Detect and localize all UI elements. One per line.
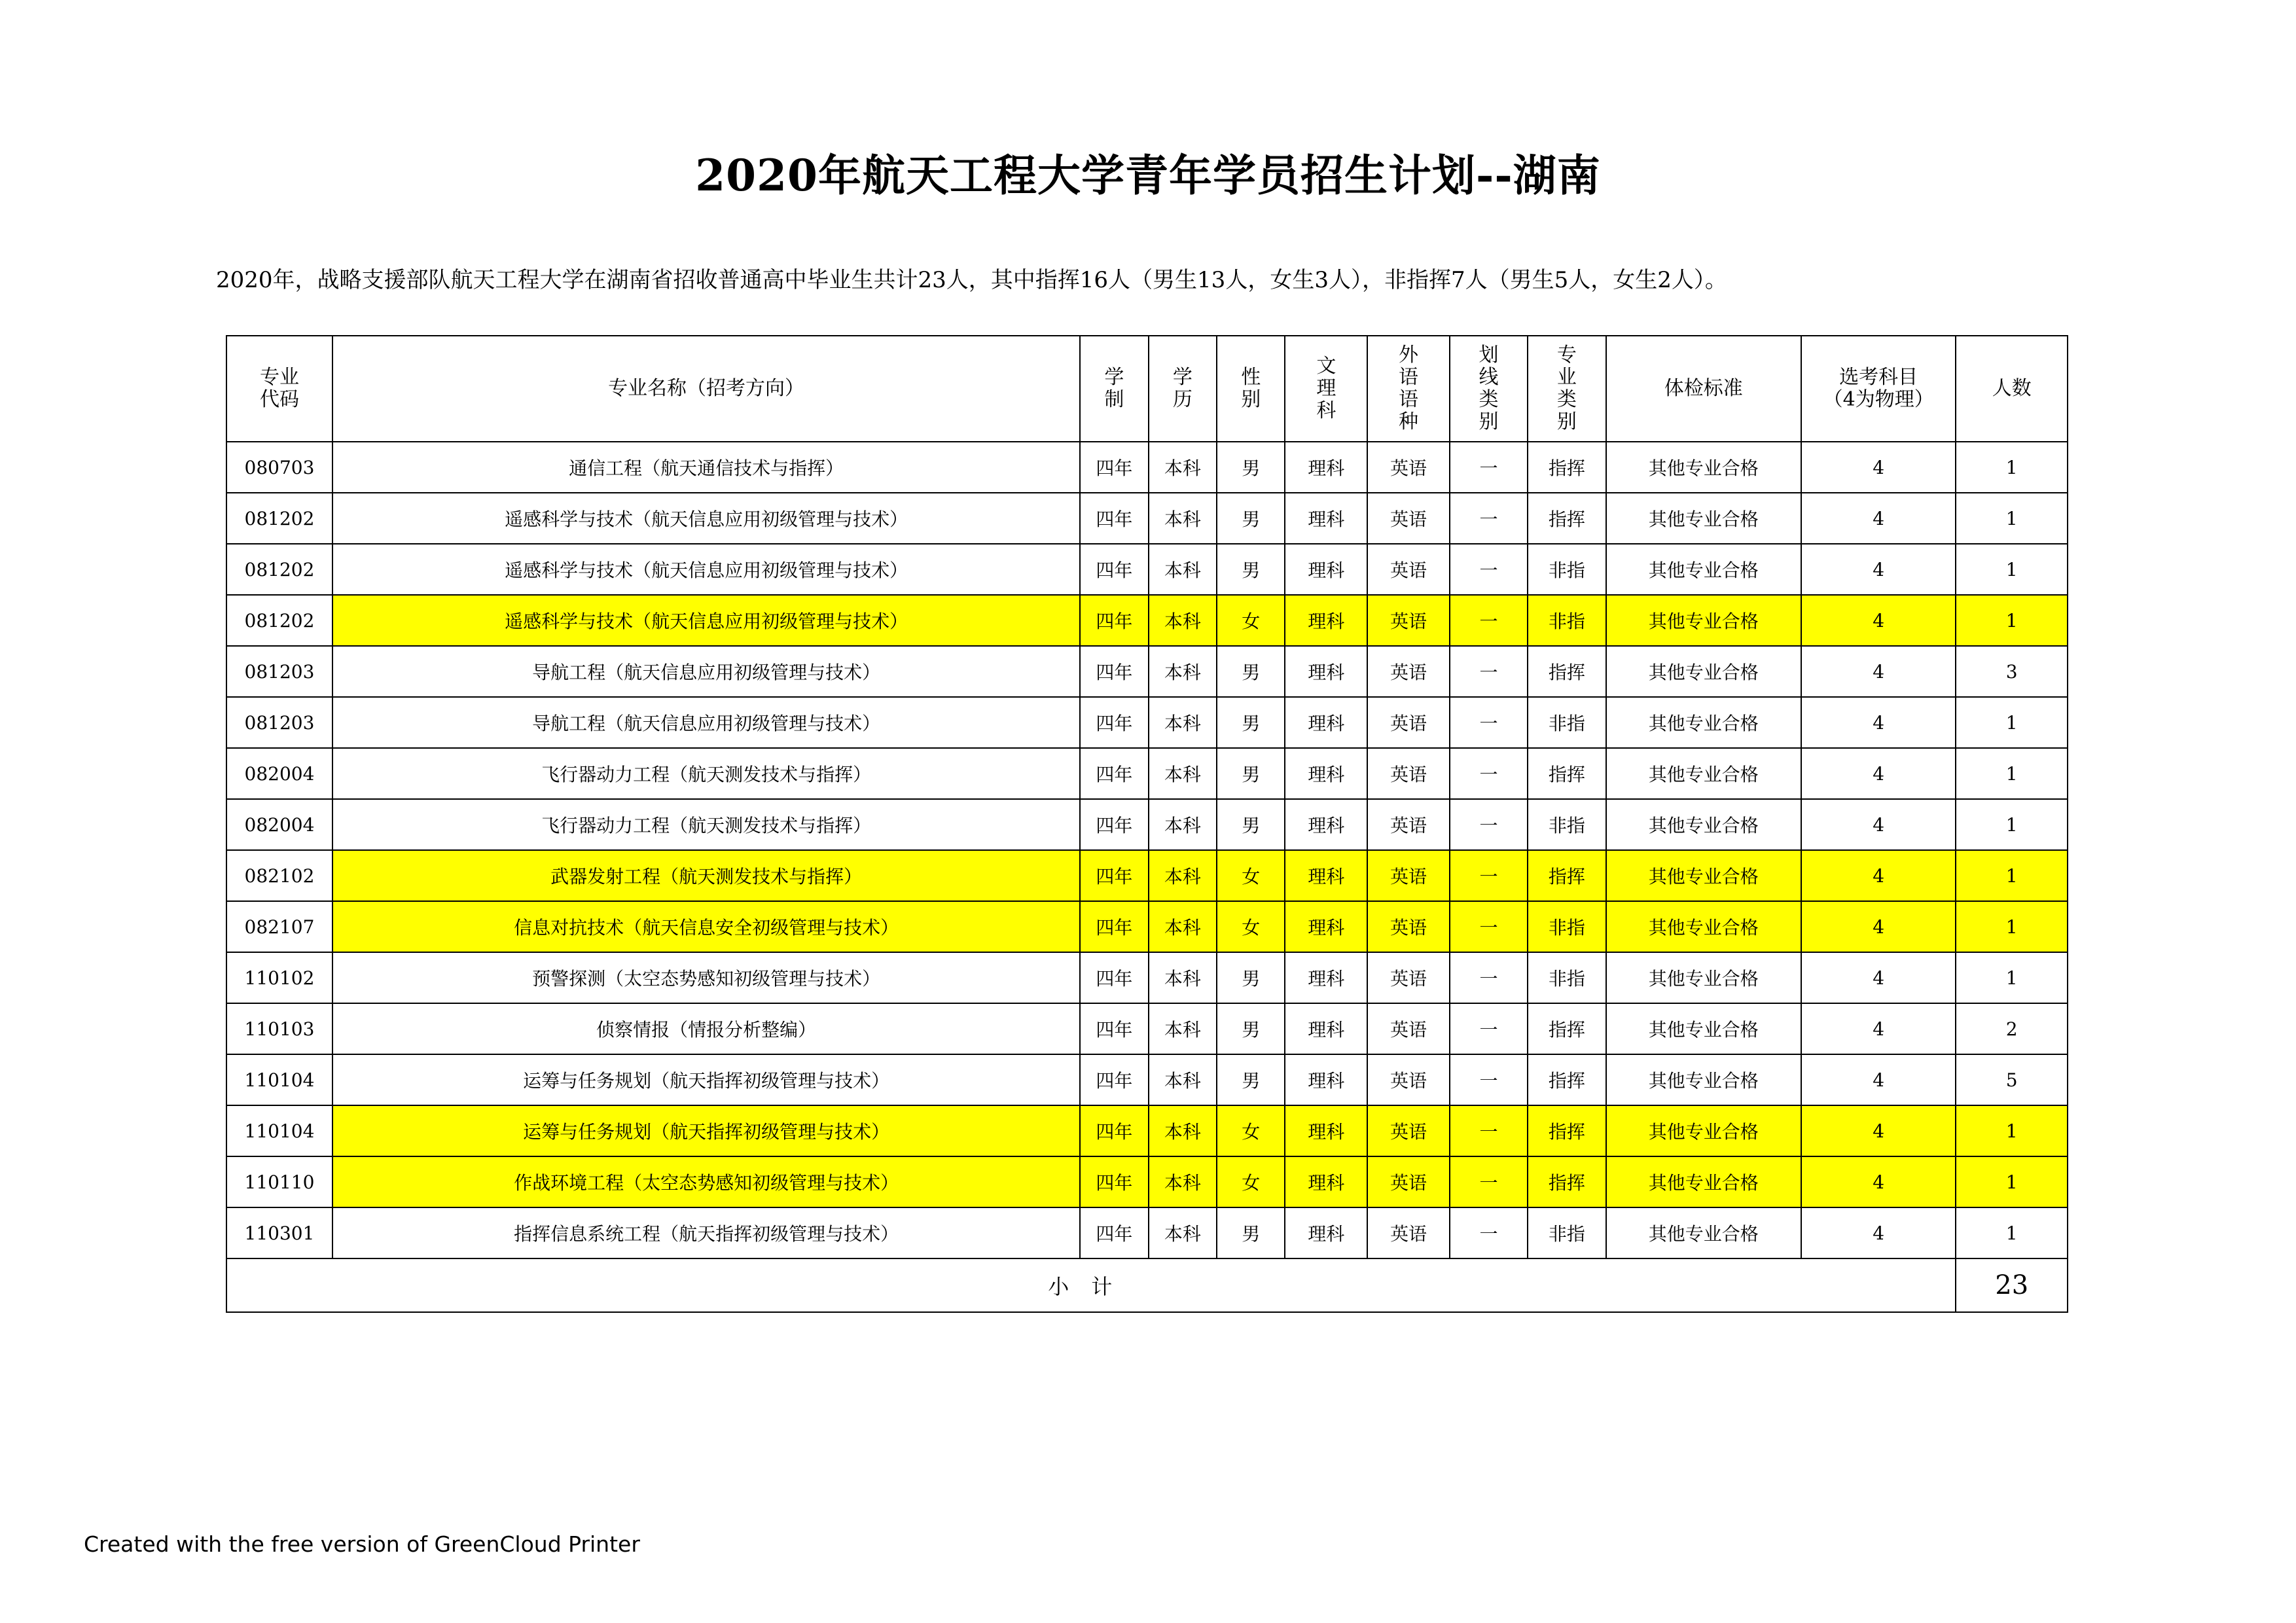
cell-major-code: 110104 (226, 1105, 332, 1156)
cell-physical-standard: 其他专业合格 (1606, 1054, 1801, 1105)
cell-major-name: 飞行器动力工程（航天测发技术与指挥） (332, 748, 1080, 799)
cell-batch: 一 (1450, 646, 1528, 697)
cell-gender: 女 (1217, 1156, 1285, 1207)
subtotal-label: 小计 (226, 1258, 1956, 1312)
cell-elective-subject: 4 (1801, 1003, 1956, 1054)
cell-major-name: 导航工程（航天信息应用初级管理与技术） (332, 646, 1080, 697)
header-major-code-line1: 专业 (259, 365, 299, 389)
cell-elective-subject: 4 (1801, 799, 1956, 850)
header-category (1528, 336, 1605, 442)
cell-major-name: 信息对抗技术（航天信息安全初级管理与技术） (332, 901, 1080, 952)
cell-batch: 一 (1450, 799, 1528, 850)
table-body (226, 442, 2068, 1258)
cell-elective-subject: 4 (1801, 1105, 1956, 1156)
cell-duration: 四年 (1080, 901, 1148, 952)
cell-degree: 本科 (1149, 442, 1217, 493)
cell-physical-standard: 其他专业合格 (1606, 1207, 1801, 1258)
table-footer (226, 1258, 2068, 1312)
cell-degree: 本科 (1149, 1105, 1217, 1156)
cell-degree: 本科 (1149, 646, 1217, 697)
table-row (226, 493, 2068, 544)
cell-track: 理科 (1285, 493, 1367, 544)
cell-track: 理科 (1285, 1105, 1367, 1156)
cell-elective-subject: 4 (1801, 493, 1956, 544)
cell-duration: 四年 (1080, 748, 1148, 799)
cell-elective-subject: 4 (1801, 1054, 1956, 1105)
header-track (1285, 336, 1367, 442)
header-degree (1149, 336, 1217, 442)
cell-track: 理科 (1285, 1054, 1367, 1105)
subtotal-value: 23 (1956, 1258, 2068, 1312)
header-physical-standard: 体检标准 (1606, 336, 1801, 442)
cell-category: 非指 (1528, 697, 1605, 748)
cell-batch: 一 (1450, 493, 1528, 544)
cell-major-code: 110102 (226, 952, 332, 1003)
cell-category: 指挥 (1528, 1054, 1605, 1105)
cell-major-name: 运筹与任务规划（航天指挥初级管理与技术） (332, 1105, 1080, 1156)
cell-batch: 一 (1450, 697, 1528, 748)
cell-degree: 本科 (1149, 1156, 1217, 1207)
cell-language: 英语 (1367, 952, 1450, 1003)
cell-language: 英语 (1367, 748, 1450, 799)
cell-duration: 四年 (1080, 493, 1148, 544)
cell-degree: 本科 (1149, 952, 1217, 1003)
cell-degree: 本科 (1149, 850, 1217, 901)
header-category-line4: 别 (1556, 410, 1577, 433)
cell-count: 2 (1956, 1003, 2068, 1054)
cell-physical-standard: 其他专业合格 (1606, 799, 1801, 850)
cell-batch: 一 (1450, 544, 1528, 595)
admission-plan-table-container (226, 335, 2068, 1313)
cell-batch: 一 (1450, 952, 1528, 1003)
cell-major-code: 080703 (226, 442, 332, 493)
cell-category: 非指 (1528, 799, 1605, 850)
cell-elective-subject: 4 (1801, 646, 1956, 697)
cell-category: 非指 (1528, 544, 1605, 595)
cell-count: 1 (1956, 1207, 2068, 1258)
cell-track: 理科 (1285, 1207, 1367, 1258)
cell-track: 理科 (1285, 1003, 1367, 1054)
cell-category: 指挥 (1528, 748, 1605, 799)
cell-major-name: 遥感科学与技术（航天信息应用初级管理与技术） (332, 493, 1080, 544)
header-major-name: 专业名称（招考方向） (332, 336, 1080, 442)
table-row (226, 1003, 2068, 1054)
header-gender (1217, 336, 1285, 442)
cell-major-name: 指挥信息系统工程（航天指挥初级管理与技术） (332, 1207, 1080, 1258)
cell-batch: 一 (1450, 748, 1528, 799)
cell-physical-standard: 其他专业合格 (1606, 493, 1801, 544)
cell-language: 英语 (1367, 1054, 1450, 1105)
header-batch-line2: 线 (1479, 365, 1499, 389)
table-row (226, 1054, 2068, 1105)
cell-major-name: 预警探测（太空态势感知初级管理与技术） (332, 952, 1080, 1003)
cell-gender: 男 (1217, 1207, 1285, 1258)
cell-duration: 四年 (1080, 697, 1148, 748)
header-batch-line1: 划 (1479, 343, 1499, 366)
cell-physical-standard: 其他专业合格 (1606, 748, 1801, 799)
cell-language: 英语 (1367, 442, 1450, 493)
header-category-line2: 业 (1556, 365, 1577, 389)
cell-count: 1 (1956, 697, 2068, 748)
header-gender-line2: 别 (1241, 387, 1261, 411)
cell-language: 英语 (1367, 799, 1450, 850)
header-language-line4: 种 (1399, 410, 1419, 433)
cell-batch: 一 (1450, 901, 1528, 952)
cell-major-name: 侦察情报（情报分析整编） (332, 1003, 1080, 1054)
header-track-line2: 理 (1316, 376, 1336, 400)
cell-duration: 四年 (1080, 646, 1148, 697)
cell-category: 非指 (1528, 1207, 1605, 1258)
cell-gender: 女 (1217, 595, 1285, 646)
header-degree-line1: 学 (1172, 365, 1193, 389)
cell-language: 英语 (1367, 697, 1450, 748)
header-major-code (226, 336, 332, 442)
subtotal-row (226, 1258, 2068, 1312)
table-row (226, 799, 2068, 850)
cell-gender: 男 (1217, 1003, 1285, 1054)
cell-count: 1 (1956, 493, 2068, 544)
cell-category: 非指 (1528, 952, 1605, 1003)
cell-batch: 一 (1450, 1054, 1528, 1105)
cell-track: 理科 (1285, 901, 1367, 952)
cell-count: 1 (1956, 952, 2068, 1003)
header-category-line3: 类 (1556, 387, 1577, 411)
cell-track: 理科 (1285, 646, 1367, 697)
cell-major-code: 110301 (226, 1207, 332, 1258)
cell-elective-subject: 4 (1801, 442, 1956, 493)
header-duration-line1: 学 (1104, 365, 1124, 389)
cell-duration: 四年 (1080, 1054, 1148, 1105)
cell-gender: 男 (1217, 697, 1285, 748)
table-row (226, 1207, 2068, 1258)
cell-gender: 男 (1217, 493, 1285, 544)
cell-language: 英语 (1367, 493, 1450, 544)
cell-language: 英语 (1367, 850, 1450, 901)
cell-major-name: 武器发射工程（航天测发技术与指挥） (332, 850, 1080, 901)
cell-degree: 本科 (1149, 697, 1217, 748)
cell-duration: 四年 (1080, 1105, 1148, 1156)
cell-physical-standard: 其他专业合格 (1606, 1003, 1801, 1054)
cell-major-name: 遥感科学与技术（航天信息应用初级管理与技术） (332, 544, 1080, 595)
cell-gender: 男 (1217, 1054, 1285, 1105)
cell-batch: 一 (1450, 595, 1528, 646)
header-count: 人数 (1956, 336, 2068, 442)
cell-batch: 一 (1450, 1207, 1528, 1258)
table-row (226, 442, 2068, 493)
table-row (226, 748, 2068, 799)
cell-track: 理科 (1285, 952, 1367, 1003)
cell-duration: 四年 (1080, 1207, 1148, 1258)
cell-batch: 一 (1450, 1105, 1528, 1156)
watermark-note: Created with the free version of GreenCloud Printer (84, 1531, 640, 1557)
table-header-row (226, 336, 2068, 442)
cell-track: 理科 (1285, 544, 1367, 595)
cell-track: 理科 (1285, 850, 1367, 901)
table-row (226, 544, 2068, 595)
cell-duration: 四年 (1080, 799, 1148, 850)
cell-major-code: 081203 (226, 697, 332, 748)
cell-physical-standard: 其他专业合格 (1606, 544, 1801, 595)
cell-duration: 四年 (1080, 952, 1148, 1003)
cell-gender: 女 (1217, 1105, 1285, 1156)
cell-elective-subject: 4 (1801, 595, 1956, 646)
cell-category: 指挥 (1528, 442, 1605, 493)
cell-language: 英语 (1367, 1003, 1450, 1054)
header-language-line1: 外 (1399, 343, 1419, 366)
header-degree-line2: 历 (1172, 387, 1193, 411)
header-duration (1080, 336, 1148, 442)
cell-category: 指挥 (1528, 1003, 1605, 1054)
cell-major-name: 作战环境工程（太空态势感知初级管理与技术） (332, 1156, 1080, 1207)
cell-physical-standard: 其他专业合格 (1606, 697, 1801, 748)
header-batch-line3: 类 (1479, 387, 1499, 411)
cell-category: 指挥 (1528, 1156, 1605, 1207)
cell-track: 理科 (1285, 697, 1367, 748)
header-category-line1: 专 (1556, 343, 1577, 366)
table-row (226, 595, 2068, 646)
cell-batch: 一 (1450, 442, 1528, 493)
header-major-code-line2: 代码 (259, 387, 299, 411)
cell-physical-standard: 其他专业合格 (1606, 850, 1801, 901)
cell-count: 1 (1956, 595, 2068, 646)
cell-gender: 男 (1217, 442, 1285, 493)
cell-physical-standard: 其他专业合格 (1606, 646, 1801, 697)
cell-major-name: 运筹与任务规划（航天指挥初级管理与技术） (332, 1054, 1080, 1105)
header-language (1367, 336, 1450, 442)
cell-language: 英语 (1367, 544, 1450, 595)
cell-major-code: 081202 (226, 595, 332, 646)
page-title: 2020年航天工程大学青年学员招生计划--湖南 (695, 150, 1601, 201)
cell-track: 理科 (1285, 1156, 1367, 1207)
cell-physical-standard: 其他专业合格 (1606, 952, 1801, 1003)
cell-batch: 一 (1450, 1156, 1528, 1207)
cell-major-code: 082004 (226, 748, 332, 799)
header-language-line3: 语 (1399, 387, 1419, 411)
cell-physical-standard: 其他专业合格 (1606, 442, 1801, 493)
cell-language: 英语 (1367, 901, 1450, 952)
cell-category: 指挥 (1528, 646, 1605, 697)
cell-batch: 一 (1450, 1003, 1528, 1054)
cell-language: 英语 (1367, 1105, 1450, 1156)
cell-degree: 本科 (1149, 595, 1217, 646)
cell-count: 1 (1956, 442, 2068, 493)
cell-degree: 本科 (1149, 493, 1217, 544)
cell-major-code: 082102 (226, 850, 332, 901)
cell-major-code: 082004 (226, 799, 332, 850)
cell-count: 5 (1956, 1054, 2068, 1105)
cell-duration: 四年 (1080, 1156, 1148, 1207)
cell-major-code: 110103 (226, 1003, 332, 1054)
table-row (226, 850, 2068, 901)
cell-elective-subject: 4 (1801, 1207, 1956, 1258)
header-language-line2: 语 (1399, 365, 1419, 389)
cell-degree: 本科 (1149, 748, 1217, 799)
cell-gender: 女 (1217, 850, 1285, 901)
cell-track: 理科 (1285, 799, 1367, 850)
table-row (226, 952, 2068, 1003)
cell-degree: 本科 (1149, 1054, 1217, 1105)
cell-elective-subject: 4 (1801, 544, 1956, 595)
cell-language: 英语 (1367, 1156, 1450, 1207)
cell-category: 非指 (1528, 901, 1605, 952)
cell-physical-standard: 其他专业合格 (1606, 595, 1801, 646)
table-row (226, 646, 2068, 697)
cell-gender: 男 (1217, 799, 1285, 850)
table-row (226, 697, 2068, 748)
header-track-line3: 科 (1316, 399, 1336, 422)
table-row (226, 1105, 2068, 1156)
cell-degree: 本科 (1149, 1003, 1217, 1054)
cell-language: 英语 (1367, 595, 1450, 646)
cell-degree: 本科 (1149, 799, 1217, 850)
cell-elective-subject: 4 (1801, 748, 1956, 799)
cell-degree: 本科 (1149, 544, 1217, 595)
cell-count: 3 (1956, 646, 2068, 697)
header-batch (1450, 336, 1528, 442)
cell-elective-subject: 4 (1801, 850, 1956, 901)
cell-track: 理科 (1285, 748, 1367, 799)
cell-major-code: 081202 (226, 493, 332, 544)
table-row (226, 1156, 2068, 1207)
cell-category: 指挥 (1528, 1105, 1605, 1156)
header-batch-line4: 别 (1479, 410, 1499, 433)
admission-plan-table (226, 335, 2068, 1313)
cell-major-name: 飞行器动力工程（航天测发技术与指挥） (332, 799, 1080, 850)
cell-degree: 本科 (1149, 901, 1217, 952)
cell-duration: 四年 (1080, 850, 1148, 901)
cell-gender: 男 (1217, 748, 1285, 799)
table-row (226, 901, 2068, 952)
cell-category: 指挥 (1528, 493, 1605, 544)
cell-physical-standard: 其他专业合格 (1606, 1156, 1801, 1207)
cell-category: 非指 (1528, 595, 1605, 646)
cell-gender: 男 (1217, 952, 1285, 1003)
header-track-line1: 文 (1316, 354, 1336, 378)
cell-language: 英语 (1367, 1207, 1450, 1258)
cell-major-code: 081203 (226, 646, 332, 697)
cell-major-code: 082107 (226, 901, 332, 952)
cell-duration: 四年 (1080, 1003, 1148, 1054)
cell-degree: 本科 (1149, 1207, 1217, 1258)
header-elective-line2: （4为物理） (1823, 387, 1934, 411)
cell-count: 1 (1956, 1156, 2068, 1207)
header-elective-subject (1801, 336, 1956, 442)
cell-duration: 四年 (1080, 442, 1148, 493)
cell-elective-subject: 4 (1801, 1156, 1956, 1207)
cell-track: 理科 (1285, 595, 1367, 646)
cell-count: 1 (1956, 901, 2068, 952)
summary-paragraph: 2020年，战略支援部队航天工程大学在湖南省招收普通高中毕业生共计23人，其中指挥16人（男生13人，女生3人），非指挥7人（男生5人，女生2人）。 (216, 267, 1727, 293)
cell-duration: 四年 (1080, 544, 1148, 595)
cell-major-code: 110110 (226, 1156, 332, 1207)
cell-elective-subject: 4 (1801, 901, 1956, 952)
cell-count: 1 (1956, 799, 2068, 850)
cell-count: 1 (1956, 748, 2068, 799)
header-elective-line1: 选考科目 (1839, 365, 1918, 389)
cell-gender: 男 (1217, 646, 1285, 697)
cell-major-code: 110104 (226, 1054, 332, 1105)
cell-batch: 一 (1450, 850, 1528, 901)
cell-count: 1 (1956, 544, 2068, 595)
cell-elective-subject: 4 (1801, 952, 1956, 1003)
cell-count: 1 (1956, 1105, 2068, 1156)
header-duration-line2: 制 (1104, 387, 1124, 411)
cell-gender: 男 (1217, 544, 1285, 595)
cell-physical-standard: 其他专业合格 (1606, 1105, 1801, 1156)
cell-duration: 四年 (1080, 595, 1148, 646)
cell-language: 英语 (1367, 646, 1450, 697)
cell-major-name: 遥感科学与技术（航天信息应用初级管理与技术） (332, 595, 1080, 646)
cell-count: 1 (1956, 850, 2068, 901)
cell-major-code: 081202 (226, 544, 332, 595)
cell-gender: 女 (1217, 901, 1285, 952)
cell-major-name: 导航工程（航天信息应用初级管理与技术） (332, 697, 1080, 748)
cell-track: 理科 (1285, 442, 1367, 493)
cell-category: 指挥 (1528, 850, 1605, 901)
cell-physical-standard: 其他专业合格 (1606, 901, 1801, 952)
cell-elective-subject: 4 (1801, 697, 1956, 748)
header-gender-line1: 性 (1241, 365, 1261, 389)
cell-major-name: 通信工程（航天通信技术与指挥） (332, 442, 1080, 493)
